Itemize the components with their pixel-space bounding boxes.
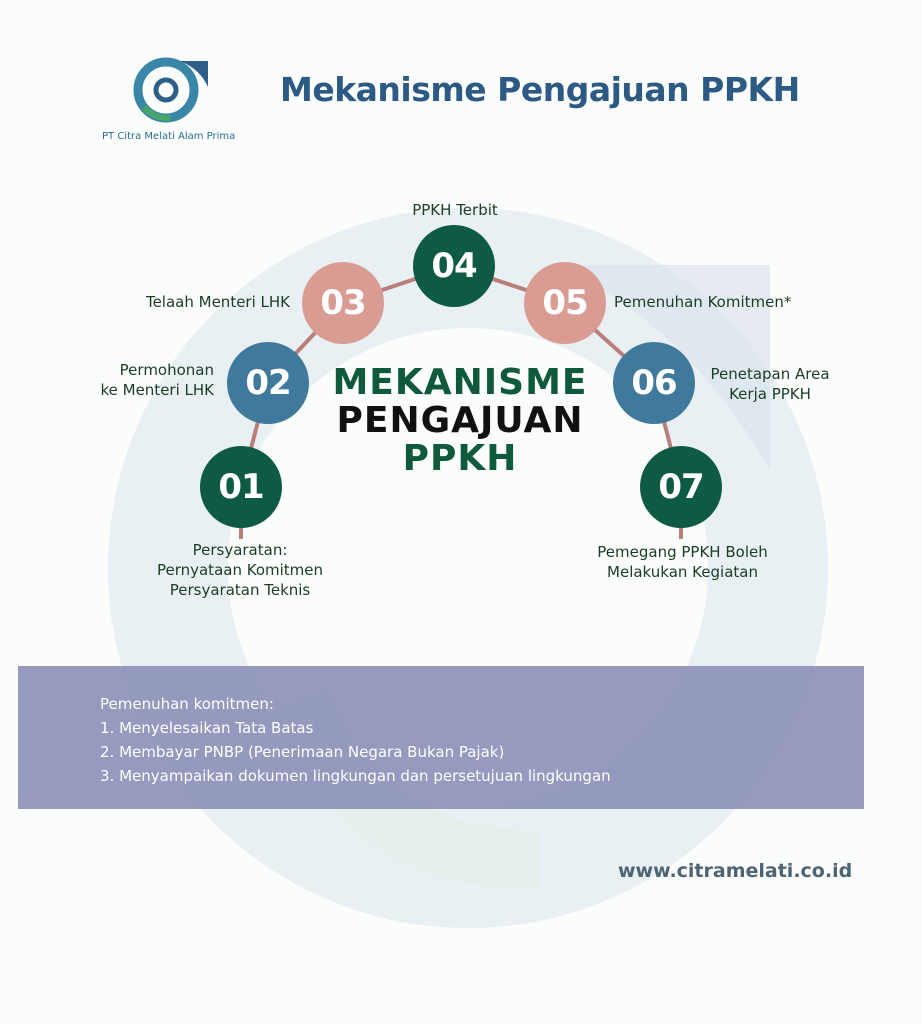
step-label-06: Penetapan Area Kerja PPKH (710, 365, 830, 403)
company-name: PT Citra Melati Alam Prima (102, 131, 236, 142)
step-node-07 (640, 446, 722, 528)
step-label-05: Pemenuhan Komitmen* (614, 293, 792, 311)
note-heading: Pemenuhan komitmen: (100, 695, 274, 713)
step-number: 06 (631, 363, 677, 403)
center-title-line-3: PPKH (402, 438, 518, 479)
website-link[interactable]: www.citramelati.co.id (618, 860, 853, 882)
note-item-3: 3. Menyampaikan dokumen lingkungan dan persetujuan lingkungan (100, 767, 611, 785)
step-number: 05 (542, 283, 588, 323)
step-label-07: Pemegang PPKH Boleh Melakukan Kegiatan (597, 543, 768, 581)
note-text (100, 692, 611, 788)
step-label-04: PPKH Terbit (412, 201, 498, 219)
step-node-01 (200, 446, 282, 528)
step-node-04 (413, 225, 495, 307)
center-title-line-1: MEKANISME (332, 362, 588, 403)
center-title (300, 364, 620, 478)
step-label-03: Telaah Menteri LHK (145, 293, 290, 311)
step-node-03 (302, 262, 384, 344)
step-number: 02 (245, 363, 291, 403)
step-number: 01 (218, 467, 264, 507)
page-title: Mekanisme Pengajuan PPKH (280, 70, 800, 109)
step-label-02: Permohonan ke Menteri LHK (100, 361, 214, 399)
step-number: 03 (320, 283, 366, 323)
step-node-02 (227, 342, 309, 424)
step-number: 04 (431, 246, 477, 286)
step-node-06 (613, 342, 695, 424)
note-item-1: 1. Menyelesaikan Tata Batas (100, 719, 314, 737)
step-number: 07 (658, 467, 704, 507)
step-label-01: Persyaratan: Pernyataan Komitmen Persyaratan Teknis (156, 541, 324, 599)
step-node-05 (524, 262, 606, 344)
note-item-2: 2. Membayar PNBP (Penerimaan Negara Bukan Pajak) (100, 743, 505, 761)
center-title-line-2: PENGAJUAN (336, 400, 584, 441)
